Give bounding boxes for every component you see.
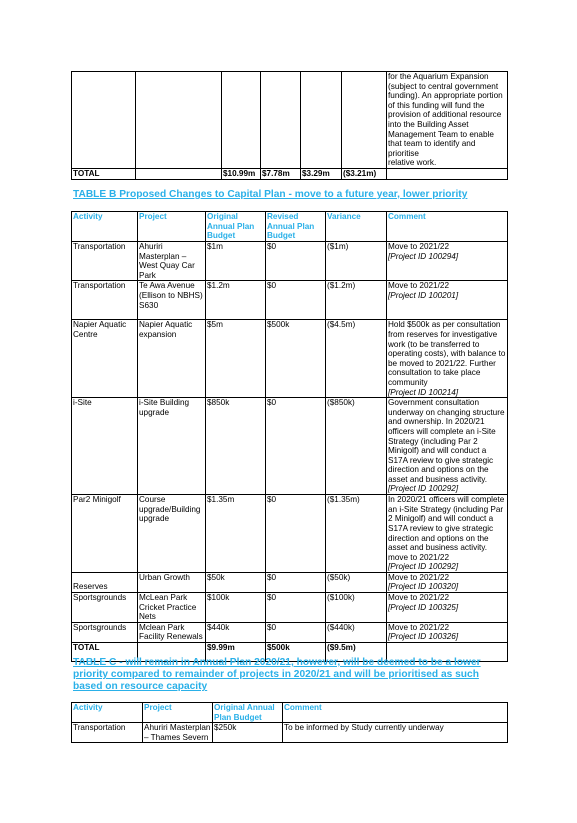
table-row: i-Site i-Site Building upgrade $850k $0 ($850k) Government consultation underway on changing structure and ownership. In 2020/21 officers will complete an i-Site Strategy (including Par 2 Minigolf) and will conduct a S17A review to give strategic direction and options on the asset and business activity. [Project ID 100292] bbox=[72, 398, 508, 495]
table-row: Transportation Ahuriri Masterplan – West Quay Car Park $1m $0 ($1m) Move to 2021/22 [Project ID 100294] bbox=[72, 242, 508, 281]
header-project: Project bbox=[138, 212, 206, 242]
header-variance: Variance bbox=[326, 212, 387, 242]
table-row: Transportation Ahuriri Masterplan – Thames Severn $250k To be informed by Study currently underway bbox=[72, 723, 508, 743]
table-b-heading: TABLE B Proposed Changes to Capital Plan - move to a future year, lower priority bbox=[73, 189, 468, 200]
header-original: Original Annual Plan Budget bbox=[213, 703, 283, 723]
table-row: Transportation Te Awa Avenue (Ellison to NBHS) S630 $1.2m $0 ($1.2m) Move to 2021/22 [Project ID 100201] bbox=[72, 281, 508, 320]
total-deferred: $3.29m bbox=[301, 168, 342, 179]
table-c-heading: TABLE C - will remain in Annual Plan 2020/21, however, will be deemed to be a lower priority compared to remainder of projects in 2020/21 and will be prioritised as such based on resource capacity bbox=[73, 657, 481, 693]
total-variance: ($3.21m) bbox=[342, 168, 387, 179]
total-variance: ($9.5m) bbox=[326, 643, 387, 662]
table-row bbox=[72, 72, 508, 169]
table-header-row bbox=[72, 212, 508, 242]
header-project: Project bbox=[143, 703, 213, 723]
table-c bbox=[71, 702, 508, 743]
total-revised: $500k bbox=[266, 643, 326, 662]
header-revised: Revised Annual Plan Budget bbox=[266, 212, 326, 242]
table-row: Sportsgrounds Mclean Park Facility Renewals $440k $0 ($440k) Move to 2021/22 [Project ID 100326] bbox=[72, 622, 508, 642]
table-row: Napier Aquatic Centre Napier Aquatic expansion $5m $500k ($4.5m) Hold $500k as per consultation from reserves for investigative work (to be transferred to operating costs), with balance to be moved to 2021/22. Further consultation to take place community [Project ID 100214] bbox=[72, 320, 508, 398]
table-row: Reserves Urban Growth $50k $0 ($50k) Move to 2021/22 [Project ID 100320] bbox=[72, 572, 508, 592]
total-original: $9.99m bbox=[206, 643, 266, 662]
total-revised: $7.78m bbox=[261, 168, 301, 179]
header-comment: Comment bbox=[387, 212, 508, 242]
header-original: Original Annual Plan Budget bbox=[206, 212, 266, 242]
total-label: TOTAL bbox=[72, 643, 138, 662]
table-row: Par2 Minigolf Course upgrade/Building upgrade $1.35m $0 ($1.35m) In 2020/21 officers will complete an i-Site Strategy (including Par 2 Minigolf) and will conduct a S17A review to give strategic direction and options on the asset and business activity. move to 2021/22 [Project ID 100292] bbox=[72, 495, 508, 573]
table-b bbox=[71, 211, 508, 662]
total-label: TOTAL bbox=[72, 168, 136, 179]
total-original: $10.99m bbox=[222, 168, 261, 179]
header-activity: Activity bbox=[72, 703, 143, 723]
header-comment: Comment bbox=[283, 703, 508, 723]
table-a-continuation bbox=[71, 71, 508, 180]
header-activity: Activity bbox=[72, 212, 138, 242]
table-row: Sportsgrounds McLean Park Cricket Practice Nets $100k $0 ($100k) Move to 2021/22 [Project ID 100325] bbox=[72, 593, 508, 623]
total-row bbox=[72, 168, 508, 179]
comment-cell: for the Aquarium Expansion (subject to central government funding). An appropriate portion of this funding will fund the provision of additional resource into the Building Asset Management Team to enable that team to identify and prioritise relative work. bbox=[387, 72, 508, 169]
table-header-row bbox=[72, 703, 508, 723]
